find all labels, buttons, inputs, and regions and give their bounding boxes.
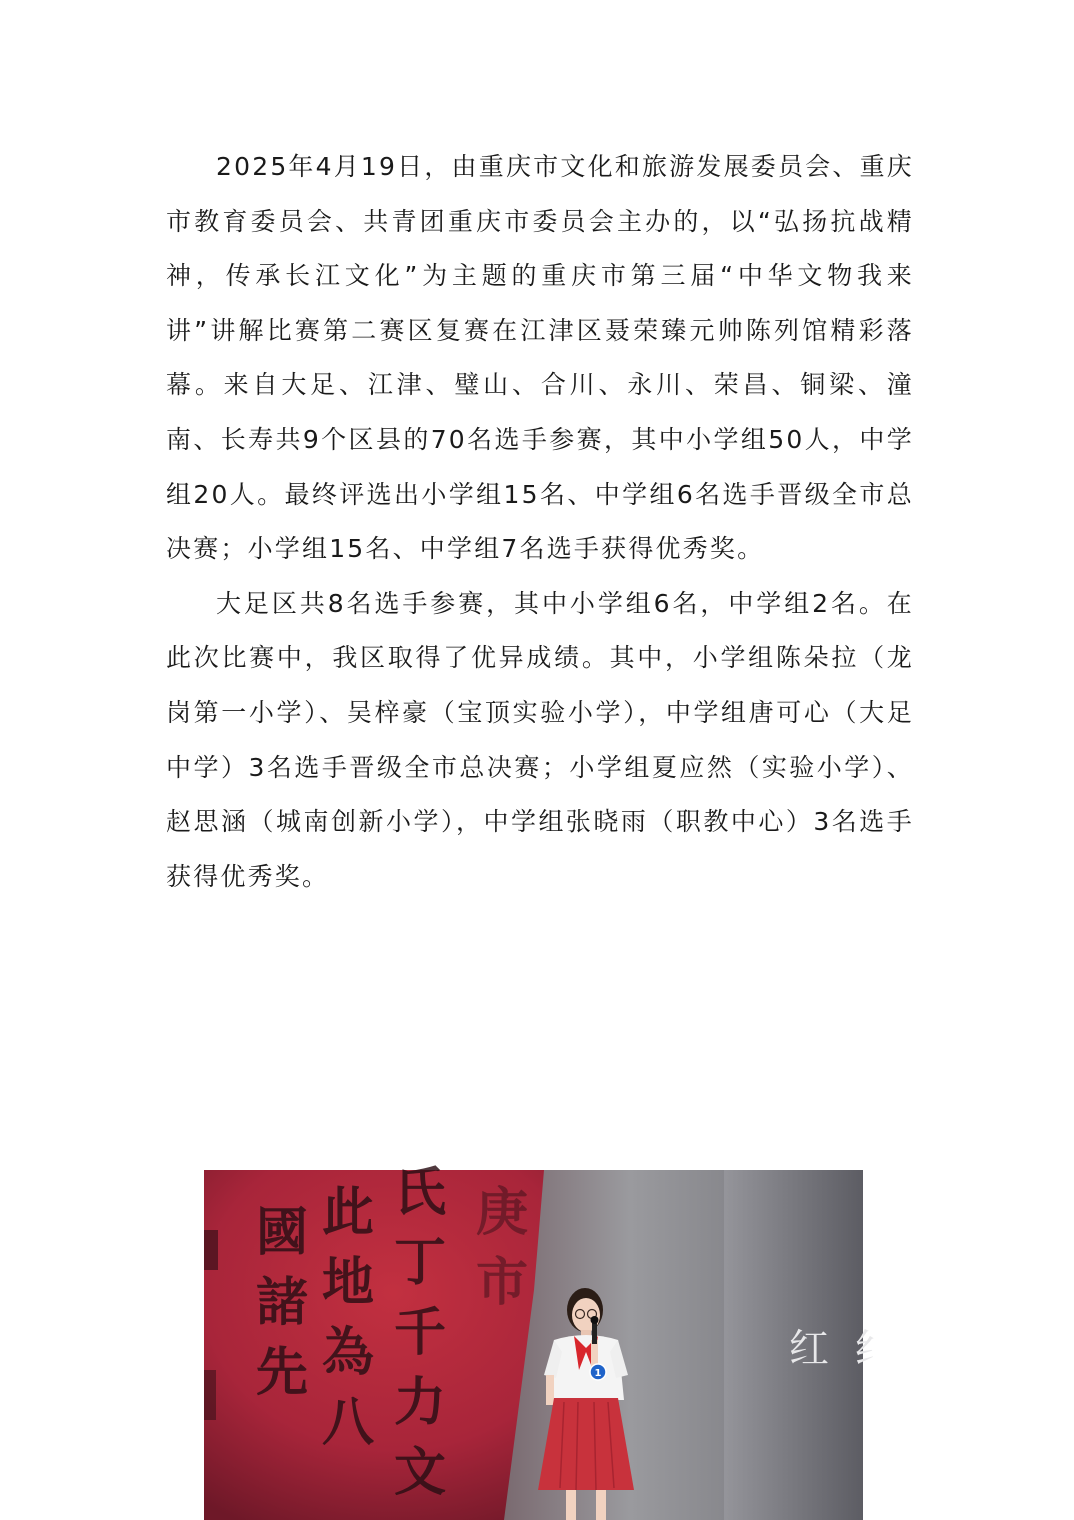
contest-photo [204,1162,900,1520]
calligraphy-char: 丁 [394,1232,447,1293]
contestant-skirt [538,1398,634,1490]
calligraphy-char: 氏 [394,1162,447,1223]
badge-number: 1 [594,1368,602,1379]
calligraphy-char: 諸 [256,1272,309,1333]
microphone [591,1316,599,1324]
calligraphy-char: 此 [322,1182,375,1243]
calligraphy-char: 國 [256,1202,309,1263]
article-paragraph-2: 大足区共8名选手参赛，其中小学组6名，中学组2名。在此次比赛中，我区取得了优异成绩。其中，小学组陈朵拉（龙岗第一小学）、吴梓豪（宝顶实验小学），中学组唐可心（大足中学）3名选手晋级全市总决赛；小学组夏应然（实验小学）、赵思涵（城南创新小学），中学组张晓雨（职教中心）3名选手获得优秀奖。 [166,588,914,891]
calligraphy-char: 為 [322,1322,375,1383]
article-paragraph-1: 2025年4月19日，由重庆市文化和旅游发展委员会、重庆市教育委员会、共青团重庆市委员会主办的，以“弘扬抗战精神，传承长江文化”为主题的重庆市第三届“中华文物我来讲”讲解比赛第二赛区复赛在江津区聂荣臻元帅陈列馆精彩落幕。来自大足、江津、璧山、合川、永川、荣昌、铜梁、潼南、长寿共9个区县的70名选手参赛，其中小学组50人，中学组20人。最终评选出小学组15名、中学组6名选手晋级全市总决赛；小学组15名、中学组7名选手获得优秀奖。 [166,152,914,564]
article-body [166,140,914,904]
calligraphy-stroke [204,1230,218,1270]
calligraphy-char: 地 [322,1252,375,1313]
calligraphy-char: 八 [322,1392,375,1453]
calligraphy-stroke [204,1370,216,1420]
calligraphy-char: 力 [394,1372,447,1433]
contestant-shirt [548,1335,624,1400]
calligraphy-char: 庚 [476,1182,529,1243]
screen-text: 红 纟 [789,1326,900,1372]
calligraphy-char: 千 [394,1302,447,1363]
calligraphy-char: 先 [256,1342,309,1403]
calligraphy-char: 市 [476,1252,529,1313]
calligraphy-char: 文 [394,1442,447,1503]
contest-photo-illustration [204,1162,900,1520]
